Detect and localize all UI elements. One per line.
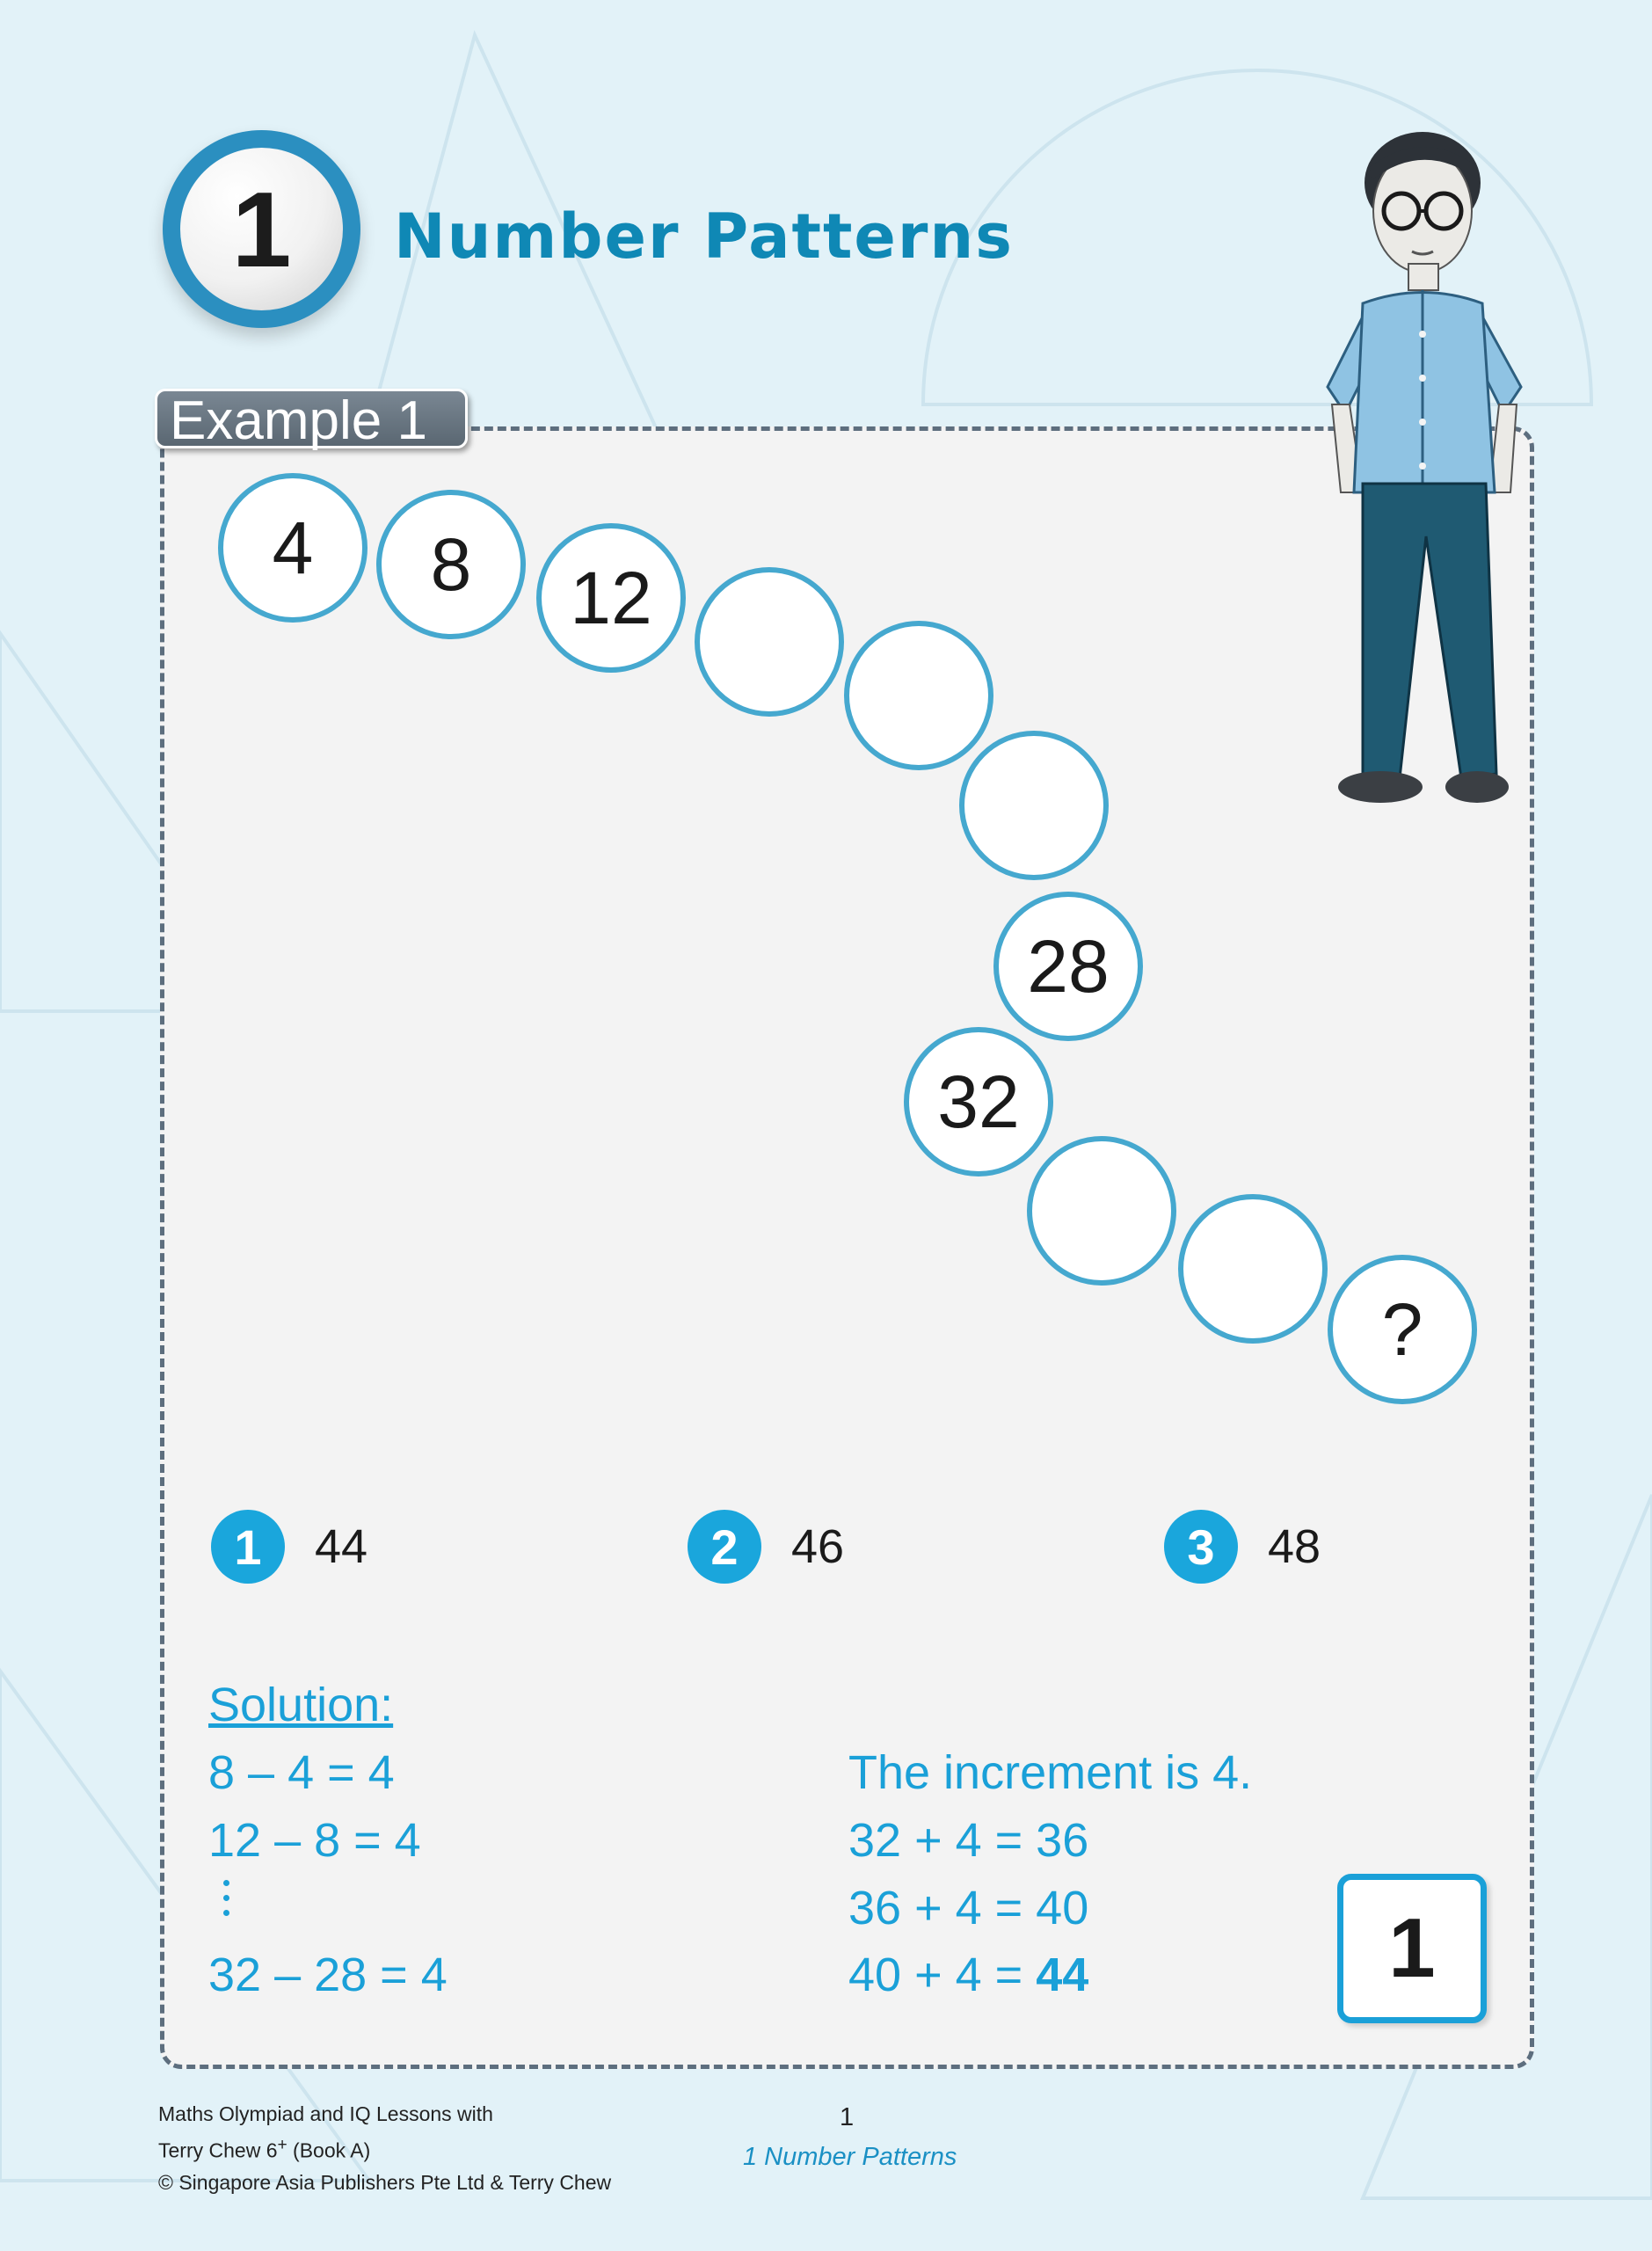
chapter-badge-face	[180, 148, 343, 310]
sequence-bubble: 8	[376, 490, 526, 639]
book-info	[158, 2098, 611, 2198]
sequence-bubble	[695, 567, 844, 717]
book-author: Terry Chew 6	[158, 2138, 278, 2162]
chapter-title: Number Patterns	[394, 200, 1014, 273]
solution-right-line: 32 + 4 = 36	[848, 1814, 1089, 1867]
sequence-bubble: ?	[1328, 1255, 1477, 1404]
sequence-bubble: 28	[993, 892, 1143, 1041]
solution-right-line: 36 + 4 = 40	[848, 1882, 1089, 1934]
sequence-bubble: 12	[536, 523, 686, 673]
solution-final-line	[848, 1948, 1088, 2002]
chapter-number: 1	[231, 169, 292, 289]
book-volume: (Book A)	[287, 2138, 371, 2162]
sequence-bubble	[844, 621, 993, 770]
sequence-bubble: 32	[904, 1027, 1053, 1176]
choice-number: 2	[688, 1510, 761, 1584]
choice-value: 44	[315, 1520, 368, 1573]
final-equation: 40 + 4 =	[848, 1949, 1037, 2001]
choice-1[interactable]	[211, 1510, 368, 1584]
solution-left-line: 12 – 8 = 4	[208, 1814, 421, 1867]
choice-3[interactable]	[1164, 1510, 1321, 1584]
sequence-bubble: 4	[218, 473, 368, 623]
book-level-sup: +	[277, 2136, 287, 2154]
choice-value: 46	[791, 1520, 845, 1573]
sequence-bubble	[1027, 1136, 1176, 1286]
copyright-line: © Singapore Asia Publishers Pte Ltd & Terry Chew	[158, 2170, 612, 2194]
page-number: 1	[840, 2103, 855, 2131]
final-answer: 44	[1036, 1949, 1089, 2001]
book-subtitle-line	[158, 2130, 611, 2167]
choice-number: 3	[1164, 1510, 1238, 1584]
choice-2[interactable]	[688, 1510, 844, 1584]
choice-value: 48	[1268, 1520, 1321, 1573]
choice-number: 1	[211, 1510, 285, 1584]
solution-left-line: 32 – 28 = 4	[208, 1949, 448, 2001]
teacher-illustration	[1310, 123, 1556, 827]
sequence-bubble	[1178, 1194, 1328, 1344]
example-label: Example 1	[155, 389, 468, 448]
solution-heading: Solution:	[208, 1679, 394, 1731]
chapter-reference: 1 Number Patterns	[743, 2143, 957, 2171]
solution-left-line: 8 – 4 = 4	[208, 1746, 395, 1799]
vertical-ellipsis-icon	[223, 1880, 232, 1925]
chapter-badge	[163, 130, 360, 328]
increment-statement: The increment is 4.	[848, 1746, 1253, 1799]
answer-box: 1	[1337, 1874, 1487, 2023]
book-title-line: Maths Olympiad and IQ Lessons with	[158, 2102, 493, 2125]
sequence-bubble	[959, 731, 1109, 880]
